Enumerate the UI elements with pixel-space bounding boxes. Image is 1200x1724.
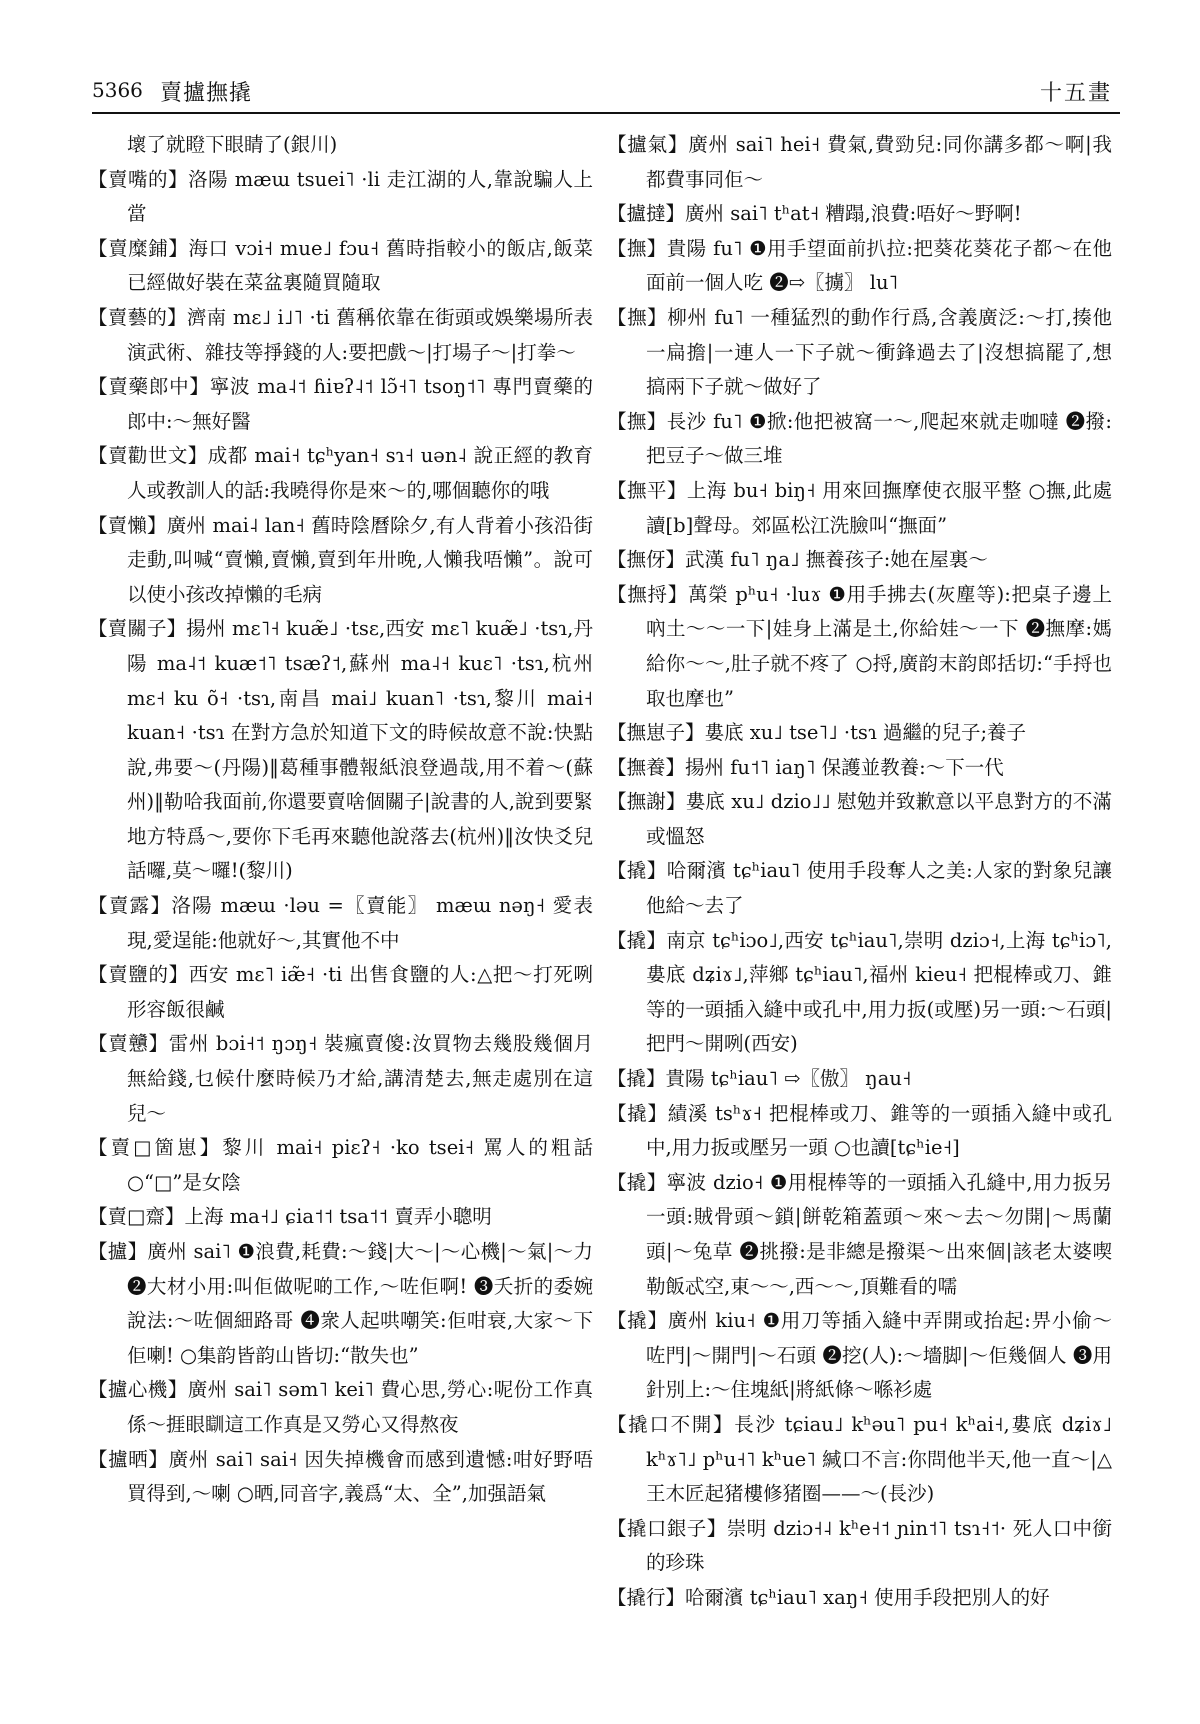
page-header <box>92 72 1120 114</box>
dictionary-entry <box>88 1200 593 1235</box>
entry-headword: 【賣□齋】 <box>88 1205 185 1229</box>
entry-definition: 長沙 tɕiau˩ kʰəu˥ pu˧ kʰai˧,婁底 dʑiɤ˩ kʰɤ˥˩ pʰu˧˥ kʰue˥ 緘口不言:你問他半天,他一直～|△王木匠起猪樓修猪圈——～(長沙) <box>646 1412 1112 1506</box>
dictionary-entry <box>88 1373 593 1442</box>
entry-headword: 【撬】 <box>607 1170 667 1194</box>
entry-headword: 【撬】 <box>607 859 667 883</box>
entry-headword: 【撫平】 <box>607 478 687 502</box>
entry-definition: 揚州 fu˦˥ iaŋ˥ 保護並教養:～下一代 <box>685 755 1004 779</box>
entry-headword: 【撫崽子】 <box>607 721 705 745</box>
entry-definition: 長沙 fu˥ ❶掀:他把被窩一～,爬起來就走咖噠 ❷撥:把豆子～做三堆 <box>646 409 1112 468</box>
entry-headword: 【撫】 <box>607 305 668 329</box>
right-column <box>607 128 1112 1616</box>
entry-definition: 柳州 fu˥ 一種猛烈的動作行爲,含義廣泛:～打,揍他一扁擔|一連人一下子就～衝鋒過去了|沒想搞罷了,想搞兩下子就～做好了 <box>646 305 1112 399</box>
dictionary-entry <box>607 543 1112 578</box>
entry-definition: 廣州 sai˥ ❶浪費,耗費:～錢|大～|～心機|～氣|～力 ❷大材小用:叫佢做呢啲工作,～咗佢啊! ❸夭折的委婉說法:～咗個細路哥 ❹衆人起哄嘲笑:佢咁衰,大家～下佢喇! ○集韵皆韵山皆切:“散失也” <box>127 1240 593 1367</box>
dictionary-entry <box>607 197 1112 232</box>
entry-definition: 上海 bu˧ biŋ˧ 用來回撫摩使衣服平整 ○撫,此處讀[b]聲母。郊區松江洗臉叫“撫面” <box>646 478 1112 537</box>
entry-headword: 【賣戇】 <box>88 1032 169 1056</box>
dictionary-entry <box>88 612 593 889</box>
dictionary-entry <box>607 854 1112 923</box>
dictionary-entry <box>607 1062 1112 1097</box>
entry-headword: 【攎心機】 <box>88 1378 188 1402</box>
entry-headword: 【撫謝】 <box>607 790 686 814</box>
entry-definition: 績溪 tsʰɤ˧ 把棍棒或刀、錐等的一頭插入縫中或孔中,用力扳或壓另一頭 ○也讀[tɕʰie˧] <box>646 1101 1112 1160</box>
entry-definition: 哈爾濱 tɕʰiau˥ xaŋ˧ 使用手段把別人的好 <box>685 1585 1050 1609</box>
entry-definition: 婁底 xu˩ dzio˩˩ 慰勉并致歉意以平息對方的不滿或慍怒 <box>646 790 1112 848</box>
entry-definition: 濟南 mɛ˩ i˩˥ ·ti 舊稱依靠在街頭或娛樂場所表演武術、雜技等掙錢的人:要把戲～|打場子～|打拳～ <box>127 305 593 364</box>
entry-definition: 南京 tɕʰiɔo˩,西安 tɕʰiau˥,崇明 dziɔ˧,上海 tɕʰiɔ˥,婁底 dʑiɤ˩,萍鄉 tɕʰiau˥,福州 kieu˧ 把棍棒或刀、錐等的一頭插入縫中或孔中,用力扳(或壓)另一頭:～石頭|把門～開咧(西安) <box>646 928 1112 1056</box>
entry-headword: 【撫捋】 <box>607 582 688 606</box>
entry-definition: 海口 vɔi˧ mue˩ fɔu˧ 舊時指較小的飯店,飯菜已經做好裝在菜盆裏隨買隨取 <box>127 236 593 295</box>
entry-definition: 洛陽 mæɯ ·ləu =〖賣能〗 mæɯ nəŋ˧ 愛表現,愛逞能:他就好～,其實他不中 <box>127 894 593 952</box>
entry-definition: 雷州 bɔi˧˦ ŋɔŋ˧ 裝瘋賣傻:汝買物去幾股幾個月無給錢,乜候什麼時候乃才給,講清楚去,無走處別在這兒～ <box>127 1032 593 1125</box>
page-title: 賣攎撫撬 <box>160 81 253 106</box>
dictionary-entry <box>88 889 593 958</box>
dictionary-entry <box>607 1581 1112 1616</box>
entry-definition: 哈爾濱 tɕʰiau˥ 使用手段奪人之美:人家的對象兒讓他給～去了 <box>646 859 1112 918</box>
entry-definition: 廣州 sai˥ sai˧ 因失掉機會而感到遺憾:咁好野唔買得到,～喇 ○晒,同音字,義爲“太、全”,加强語氣 <box>127 1447 593 1506</box>
dictionary-entry <box>607 232 1112 301</box>
entry-definition: 寧波 ma˨˦ ɦiɐʔ˨˦ lɔ̃˧˥ tsoŋ˦˥ 專門賣藥的郎中:～無好醫 <box>127 375 593 433</box>
dictionary-entry <box>88 128 593 163</box>
dictionary-entry <box>88 509 593 613</box>
entry-definition: 廣州 sai˥ tʰat˧ 糟蹋,浪費:唔好～野啊! <box>685 202 1022 226</box>
entry-definition: 壞了就瞪下眼睛了(銀川) <box>127 133 338 156</box>
dictionary-entry <box>88 1235 593 1373</box>
entry-definition: 成都 mai˧ tɕʰyan˧ sɿ˧ uən˨ 說正經的教育人或教訓人的話:我曉得你是來～的,哪個聽你的哦 <box>127 444 593 502</box>
entry-definition: 廣州 mai˨ lan˧ 舊時陰曆除夕,有人背着小孩沿街走動,叫喊“賣懶,賣懶,賣到年卅晚,人懶我唔懶”。說可以使小孩改掉懶的毛病 <box>127 513 593 606</box>
entry-headword: 【攎】 <box>88 1240 148 1263</box>
dictionary-entry <box>88 1131 593 1200</box>
dictionary-entry <box>607 1097 1112 1166</box>
entry-headword: 【撫】 <box>607 236 667 260</box>
left-column <box>88 128 593 1512</box>
entry-headword: 【賣糜鋪】 <box>88 236 189 260</box>
entry-headword: 【撬】 <box>607 928 667 952</box>
entry-headword: 【攎撻】 <box>607 202 686 226</box>
dictionary-entry <box>607 751 1112 786</box>
entry-headword: 【攎晒】 <box>88 1447 169 1471</box>
entry-headword: 【撬口銀子】 <box>607 1516 727 1540</box>
dictionary-entry <box>607 578 1112 716</box>
entry-definition: 廣州 sai˥ səm˥ kei˥ 費心思,勞心:呢份工作真係～捱眼瞓這工作真是又勞心又得熬夜 <box>127 1378 593 1436</box>
entry-definition: 揚州 mɛ˥˧ kuæ̃˩ ·tsɛ,西安 mɛ˥ kuæ̃˩ ·tsɿ,丹陽 ma˨˦ kuæ˦˥ tsæʔ˦,蘇州 ma˨˧ kuɛ˥ ·tsɿ,杭州 mɛ˧ ku õ˧ ·tsɿ,南昌 mai˩ kuan˥ ·tsɿ,黎川 mai˧ kuan˧ ·tsɿ 在對方急於知道下文的時候故意不說:快點說,弗要～(丹陽)‖葛種事體報紙浪登過哉,用不着～(蘇州)‖勒哈我面前,你還要賣啥個關子|說書的人,說到要緊地方特爲～,要你下毛再來聽他說落去(杭州)‖汝快爻兒話囉,莫～囉!(黎川) <box>127 617 593 883</box>
entry-headword: 【撬】 <box>607 1309 668 1333</box>
dictionary-entry <box>607 1304 1112 1408</box>
entry-headword: 【攎氣】 <box>607 133 689 156</box>
dictionary-entry <box>607 1512 1112 1581</box>
entry-definition: 婁底 xu˩ tse˥˩ ·tsɿ 過繼的兒子;養子 <box>704 721 1027 745</box>
dictionary-entry <box>88 370 593 439</box>
entry-headword: 【賣勸世文】 <box>88 444 208 468</box>
dictionary-entry <box>88 1027 593 1131</box>
entry-definition: 貴陽 tɕʰiau˥ ⇨〖傲〗 ŋau˧ <box>665 1067 912 1091</box>
dictionary-entry <box>88 232 593 301</box>
entry-headword: 【賣關子】 <box>88 617 187 641</box>
dictionary-entry <box>607 301 1112 405</box>
entry-definition: 貴陽 fu˥ ❶用手望面前扒拉:把葵花葵花子都～在他面前一個人吃 ❷⇨〖擄〗 lu˥ <box>646 236 1112 295</box>
entry-definition: 洛陽 mæɯ tsuei˥ ·li 走江湖的人,靠說騙人上當 <box>127 167 593 226</box>
entry-headword: 【賣懶】 <box>88 513 167 537</box>
entry-definition: 西安 mɛ˥ iæ̃˧ ·ti 出售食鹽的人:△把～打死咧形容飯很鹹 <box>127 963 593 1021</box>
entry-definition: 上海 ma˧˩ ɕia˦˦ tsa˦˦ 賣弄小聰明 <box>184 1205 492 1229</box>
dictionary-entry <box>88 958 593 1027</box>
dictionary-entry <box>607 405 1112 474</box>
entry-definition: 武漢 fu˥ ŋa˩ 撫養孩子:她在屋裏～ <box>685 548 988 572</box>
dictionary-entry <box>88 439 593 508</box>
entry-definition: 廣州 kiu˧ ❶用刀等插入縫中弄開或抬起:畀小偷～咗門|～開門|～石頭 ❷挖(人):～墻脚|～佢幾個人 ❸用針別上:～住塊紙|將紙條～喺衫處 <box>646 1309 1112 1402</box>
dictionary-entry <box>88 163 593 232</box>
entry-headword: 【撬】 <box>607 1067 666 1091</box>
entry-definition: 寧波 dzio˧ ❶用棍棒等的一頭插入孔縫中,用力扳另一頭:賊骨頭～鎖|餅乾箱蓋頭～來～去～勿開|～馬蘭頭|～兔草 ❷挑撥:是非總是撥渠～出來個|該老太婆喫勒飯忒空,東～～,西～～,頂難看的嚅 <box>646 1170 1112 1298</box>
entry-definition: 黎川 mai˧ piɛʔ˧ ·ko tsei˧ 罵人的粗話 ○“□”是女陰 <box>127 1136 593 1194</box>
entry-headword: 【撬】 <box>607 1101 668 1125</box>
entry-headword: 【賣藝的】 <box>88 305 187 329</box>
entry-headword: 【賣藥郎中】 <box>88 375 210 399</box>
dictionary-entry <box>607 1166 1112 1304</box>
entry-definition: 廣州 sai˥ hei˧ 費氣,費勁兒:同你講多都～啊|我都費事同佢～ <box>646 133 1112 191</box>
entry-headword: 【賣露】 <box>88 894 172 918</box>
dictionary-entry <box>88 301 593 370</box>
dictionary-entry <box>607 924 1112 1062</box>
entry-definition: 萬榮 pʰu˧ ·luɤ ❶用手拂去(灰塵等):把桌子邊上吶土～～一下|娃身上滿是土,你給娃～一下 ❷撫摩:媽給你～～,肚子就不疼了 ○捋,廣韵末韵郎括切:“手捋也取也摩也” <box>646 582 1112 710</box>
entry-headword: 【賣□箇崽】 <box>88 1136 223 1160</box>
dictionary-entry <box>607 716 1112 751</box>
page-number: 5366 <box>92 78 143 102</box>
entry-definition: 崇明 dziɔ˧˨ kʰe˧˦ ɲin˦˥ tsɿ˧˦· 死人口中銜的珍珠 <box>646 1516 1112 1575</box>
entry-headword: 【撫】 <box>607 409 667 433</box>
entry-headword: 【撬口不開】 <box>607 1412 735 1436</box>
dictionary-entry <box>88 1443 593 1512</box>
entry-headword: 【賣鹽的】 <box>88 963 189 987</box>
dictionary-entry <box>607 1408 1112 1512</box>
entry-headword: 【撫養】 <box>607 755 686 779</box>
dictionary-entry <box>607 128 1112 197</box>
entry-headword: 【撫伢】 <box>607 548 686 572</box>
dictionary-entry <box>607 474 1112 543</box>
entry-headword: 【撬行】 <box>607 1585 686 1609</box>
dictionary-entry <box>607 785 1112 854</box>
page-section: 十五畫 <box>1039 81 1112 106</box>
entry-headword: 【賣嘴的】 <box>88 167 189 191</box>
